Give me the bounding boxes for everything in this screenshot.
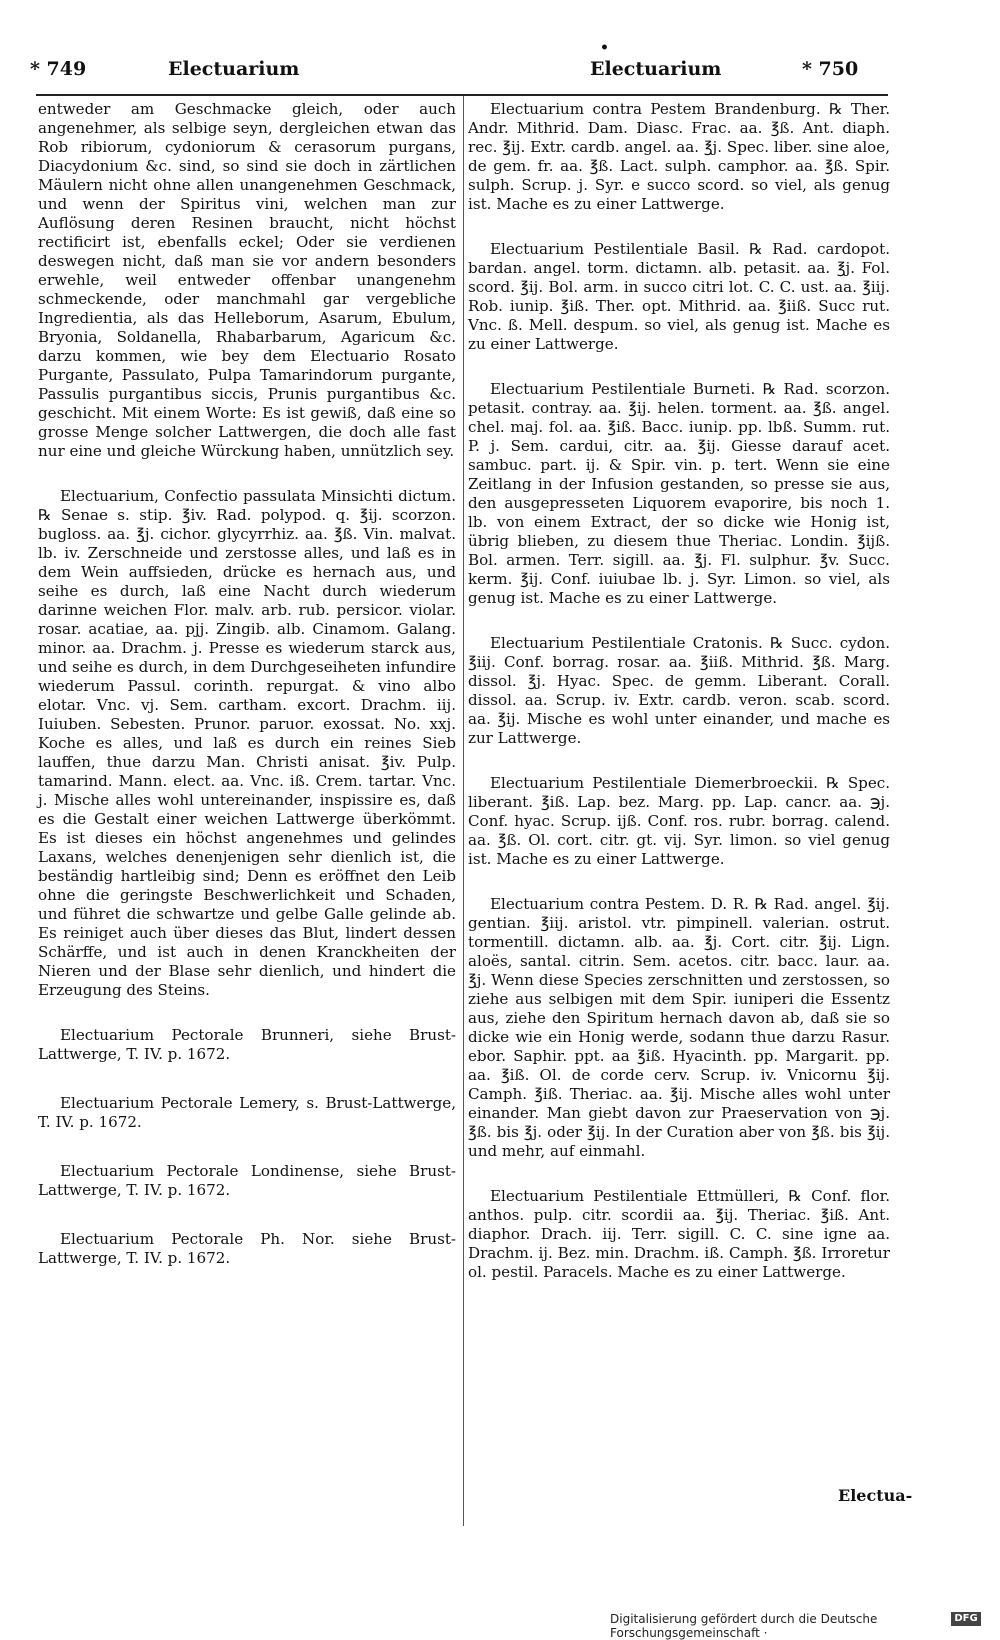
left-running-title: Electuarium: [168, 58, 300, 80]
digitization-credit: Digitalisierung gefördert durch die Deutsche Forschungsgemeinschaft ·: [610, 1612, 878, 1640]
continued-paragraph: [38, 100, 456, 461]
entry-pestilentiale-cratonis: [468, 634, 890, 748]
entry-text: Electuarium contra Pestem Brandenburg. ℞ Ther. Andr. Mithrid. Dam. Diasc. Frac. aa. ℥ß. Ant. diaph. rec. ℥ij. Extr. cardb. angel. aa. ℥j. Spec. liber. sine aloe, de gem. fr. aa. ℥ß. Lact. sulph. camphor. aa. ℥ß. Spir. sulph. Scrup. j. Syr. e succo scord. so viel, als genug ist. Mache es zu einer Lattwerge.: [468, 100, 890, 213]
entry-text: Electuarium, Confectio passulata Minsichti dictum. ℞ Senae s. stip. ℥iv. Rad. polypod. q. ℥ij. scorzon. bugloss. aa. ℥j. cichor. glycyrrhiz. aa. ℥ß. Vin. malvat. lb. iv. Zerschneide und zerstosse alles, und laß es in dem Wein auffsieden, drücke es hernach aus, und seihe es durch, laß eine Nacht durch wiederum darinne weichen Flor. malv. arb. rub. persicor. violar. rosar. acatiae, aa. pjj. Zingib. alb. Cinamom. Galang. minor. aa. Drachm. j. Presse es wiederum starck aus, und seihe es durch, in dem Durchgeseiheten infundire wiederum Passul. corinth. repurgat. & vino albo elotar. Vnc. vj. Sem. cartham. excort. Drachm. iij. Iuiuben. Sebesten. Prunor. paruor. exossat. No. xxj. Koche es alles, und laß es durch ein reines Sieb lauffen, thue darzu Man. Christi anisat. ℥iv. Pulp. tamarind. Mann. elect. aa. Vnc. iß. Crem. tartar. Vnc. j. Mische alles wohl untereinander, inspissire es, daß es die Gestalt einer weichen Lattwerge überkömmt. Es ist dieses ein höchst angenehmes und gelindes Laxans, welches denenjenigen sehr dienlich ist, die beständig hartleibig sind; Denn es eröffnet den Leib ohne die geringste Beschwerlichkeit und Schaden, und führet die schwartze und gelbe Galle gelinde ab. Es reiniget auch über dieses das Blut, lindert dessen Schärffe, und ist auch in denen Kranckheiten der Nieren und der Blase sehr dienlich, und hindert die Erzeugung des Steins.: [38, 487, 456, 999]
entry-text: Electuarium Pestilentiale Basil. ℞ Rad. cardopot. bardan. angel. torm. dictamn. alb. petasit. aa. ℥j. Fol. scord. ℥ij. Bol. arm. in succo citri lot. C. C. ust. aa. ℥iij. Rob. iunip. ℥iß. Ther. opt. Mithrid. aa. ℥iiß. Succ rut. Vnc. ß. Mell. despum. so viel, als genug ist. Mache es zu einer Lattwerge.: [468, 240, 890, 353]
left-page-number: * 749: [30, 58, 87, 80]
left-column: [38, 100, 456, 1298]
entry-confectio-passulata: [38, 487, 456, 1000]
entry-pectorale-lemery: [38, 1094, 456, 1132]
entry-text: Electuarium Pestilentiale Ettmülleri, ℞ Conf. flor. anthos. pulp. citr. scordii aa. ℥ij. Theriac. ℥iß. Ant. diaphor. Drach. iij. Terr. sigill. C. C. sine igne aa. Drachm. ij. Bez. min. Drachm. iß. Camph. ℥ß. Irroretur ol. pestil. Paracels. Mache es zu einer Lattwerge.: [468, 1187, 890, 1281]
entry-pectorale-ph-nor: [38, 1230, 456, 1268]
entry-text: Electuarium Pectorale Ph. Nor. siehe Brust-Lattwerge, T. IV. p. 1672.: [38, 1230, 456, 1267]
entry-pestilentiale-ettmuelleri: [468, 1187, 890, 1282]
entry-text: Electuarium Pectorale Lemery, s. Brust-Lattwerge, T. IV. p. 1672.: [38, 1094, 456, 1131]
entry-pectorale-londinense: [38, 1162, 456, 1200]
paragraph-text: entweder am Geschmacke gleich, oder auch angenehmer, als selbige seyn, dergleichen etwan das Rob ribiorum, cydoniorum & cerasorum purgans, Diacydonium &c. sind, so sind sie doch in zärtlichen Mäulern nicht ohne allen unangenehmen Geschmack, und wenn der Spiritus vini, welchen man zur Auflösung deren Resinen braucht, nicht höchst rectificirt ist, ebenfalls eckel; Oder sie verdienen deswegen nicht, daß man sie vor andern besonders erwehle, weil entweder offenbar unangenehm schmeckende, oder manchmahl gar vergebliche Ingredientia, als das Helleborum, Asarum, Ebulum, Bryonia, Soldanella, Rhabarbarum, Agaricum &c. darzu kommen, wie bey dem Electuario Rosato Purgante, Passulato, Pulpa Tamarindorum purgante, Passulis purgantibus siccis, Prunis purgantibus &c. geschicht. Mit einem Worte: Es ist gewiß, daß eine so grosse Menge solcher Lattwergen, die doch alle fast nur eine und gleiche Würckung haben, unnützlich sey.: [38, 100, 456, 460]
entry-text: Electuarium Pestilentiale Diemerbroeckii. ℞ Spec. liberant. ℥iß. Lap. bez. Marg. pp. Lap. cancr. aa. ℈j. Conf. hyac. Scrup. ijß. Conf. ros. rubr. borrag. calend. aa. ℥ß. Ol. cort. citr. gt. vij. Syr. limon. so viel genug ist. Mache es zu einer Lattwerge.: [468, 774, 890, 868]
entry-pestilentiale-basil: [468, 240, 890, 354]
right-page-number: * 750: [802, 58, 859, 80]
entry-contra-pestem-brandenburg: [468, 100, 890, 214]
entry-text: Electuarium Pectorale Londinense, siehe Brust-Lattwerge, T. IV. p. 1672.: [38, 1162, 456, 1199]
entry-contra-pestem-dr: [468, 895, 890, 1161]
entry-text: Electuarium contra Pestem. D. R. ℞ Rad. angel. ℥ij. gentian. ℥iij. aristol. vtr. pimpinell. valerian. ostrut. tormentill. dictamn. alb. aa. ℥j. Cort. citr. ℥ij. Lign. aloës, santal. citrin. Sem. acetos. citr. bacc. laur. aa. ℥j. Wenn diese Species zerschnitten und zerstossen, so ziehe aus selbigen mit dem Spir. iuniperi die Essentz aus, ziehe den Spiritum hernach davon ab, daß sie so dicke wie ein Honig werde, sodann thue darzu Rasur. ebor. Saphir. ppt. aa ℥iß. Hyacinth. pp. Margarit. pp. aa. ℥iß. Ol. de corde cerv. Scrup. iv. Vnicornu ℥ij. Camph. ℥iß. Theriac. aa. ℥ij. Mische alles wohl unter einander. Man giebt davon zur Praeservation von ℈j. ℥ß. bis ℥j. oder ℥ij. In der Curation aber von ℥ß. bis ℥ij. und mehr, auf einmahl.: [468, 895, 890, 1160]
right-column: [468, 100, 890, 1308]
entry-text: Electuarium Pestilentiale Cratonis. ℞ Succ. cydon. ℥iij. Conf. borrag. rosar. aa. ℥iiß. Mithrid. ℥ß. Marg. dissol. ℥j. Hyac. Spec. de gemm. Liberant. Corall. dissol. aa. Scrup. iv. Extr. cardb. veron. scab. scord. aa. ℥ij. Mische es wohl unter einander, und mache es zur Lattwerge.: [468, 634, 890, 747]
dfg-logo: DFG: [951, 1612, 981, 1626]
center-mark: •: [600, 40, 609, 56]
entry-pestilentiale-burneti: [468, 380, 890, 608]
entry-pectorale-brunneri: [38, 1026, 456, 1064]
entry-pestilentiale-diemerbroeckii: [468, 774, 890, 869]
running-header: [30, 40, 890, 98]
right-running-title: Electuarium: [590, 58, 722, 80]
catchword: Electua-: [838, 1486, 913, 1505]
entry-text: Electuarium Pestilentiale Burneti. ℞ Rad. scorzon. petasit. contray. aa. ℥ij. helen. torment. aa. ℥ß. angel. chel. maj. fol. aa. ℥iß. Bacc. iunip. pp. lbß. Summ. rut. P. j. Sem. cardui, citr. aa. ℥ij. Giesse darauf acet. sambuc. part. ij. & Spir. vin. p. tert. Wenn sie eine Zeitlang in der Infusion gestanden, so presse sie aus, den ausgepresseten Liquorem evaporire, bis noch 1. lb. von einem Extract, der so dicke wie Honig ist, übrig blieben, zu diesem thue Theriac. Londin. ℥ijß. Bol. armen. Terr. sigill. aa. ℥j. Fl. sulphur. ℥v. Succ. kerm. ℥ij. Conf. iuiubae lb. j. Syr. Limon. so viel, als genug ist. Mache es zu einer Lattwerge.: [468, 380, 890, 607]
header-rule: [36, 94, 888, 96]
column-divider: [463, 96, 464, 1526]
entry-text: Electuarium Pectorale Brunneri, siehe Brust-Lattwerge, T. IV. p. 1672.: [38, 1026, 456, 1063]
